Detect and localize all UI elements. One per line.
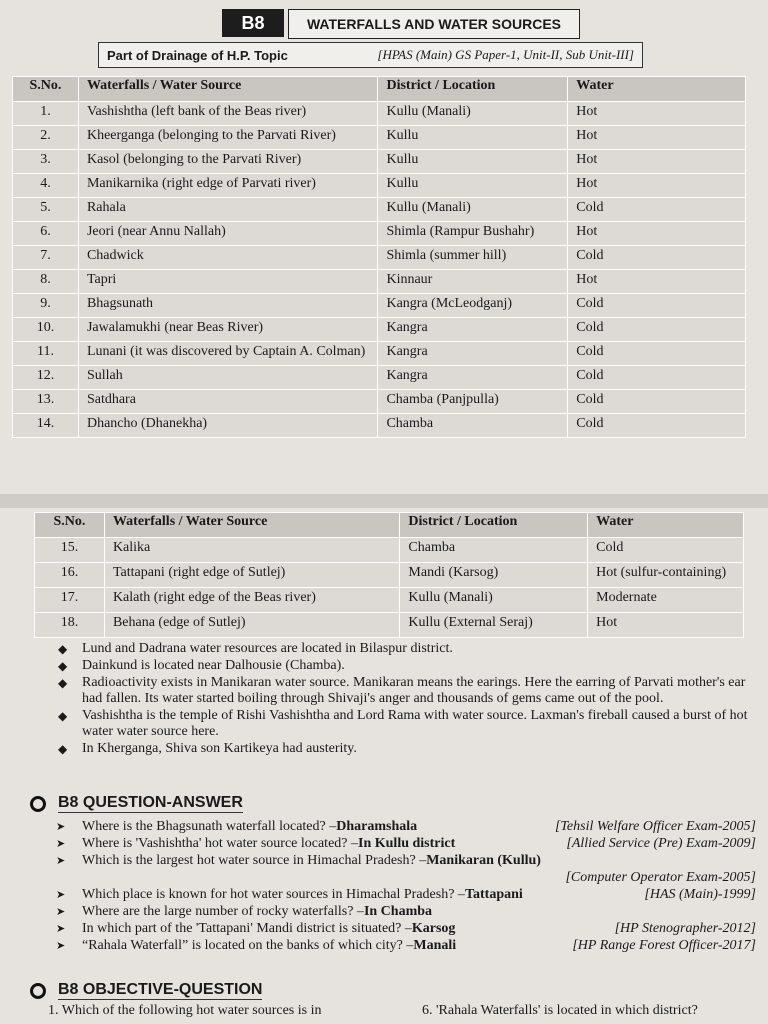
- arrow-icon: ➤: [56, 922, 66, 935]
- cell-district: Kangra: [378, 342, 568, 366]
- fact-text: Dainkund is located near Dalhousie (Chamba).: [82, 658, 345, 673]
- exam-citation: [HP Range Forest Officer-2017]: [572, 938, 756, 953]
- list-item: [56, 886, 756, 903]
- exam-citation: [HP Stenographer-2012]: [614, 921, 756, 936]
- cell-water: Cold: [568, 390, 746, 414]
- cell-source: Behana (edge of Sutlej): [104, 613, 399, 638]
- water-sources-table-continued: [34, 512, 744, 638]
- table-row: [13, 126, 746, 150]
- cell-sno: 9.: [13, 294, 79, 318]
- water-sources-table: [12, 76, 746, 438]
- list-item: [56, 818, 756, 835]
- qa-list: [56, 818, 756, 954]
- cell-sno: 3.: [13, 150, 79, 174]
- cell-district: Chamba: [400, 538, 588, 563]
- objective-section-title: B8 OBJECTIVE-QUESTION: [58, 981, 263, 998]
- list-item: [58, 741, 758, 757]
- cell-sno: 10.: [13, 318, 79, 342]
- question-text: “Rahala Waterfall” is located on the banks of which city? –: [82, 938, 414, 953]
- cell-source: Manikarnika (right edge of Parvati river): [78, 174, 378, 198]
- cell-district: Kangra: [378, 366, 568, 390]
- cell-water: Cold: [568, 342, 746, 366]
- cell-source: Tattapani (right edge of Sutlej): [104, 563, 399, 588]
- table-row: [35, 613, 744, 638]
- cell-district: Kangra: [378, 318, 568, 342]
- cell-source: Sullah: [78, 366, 378, 390]
- diamond-icon: ◆: [58, 742, 68, 756]
- diamond-icon: ◆: [58, 676, 68, 690]
- cell-sno: 14.: [13, 414, 79, 438]
- objective-questions: [48, 1003, 758, 1019]
- table-row: [13, 150, 746, 174]
- cell-source: Dhancho (Dhanekha): [78, 414, 378, 438]
- list-item: [56, 852, 756, 886]
- answer-text: Manali: [413, 938, 457, 953]
- cell-source: Kasol (belonging to the Parvati River): [78, 150, 378, 174]
- objective-question-6: 6. 'Rahala Waterfalls' is located in which district?: [422, 1003, 698, 1018]
- cell-sno: 6.: [13, 222, 79, 246]
- cell-source: Vashishtha (left bank of the Beas river): [78, 102, 378, 126]
- topic-label: Part of Drainage of H.P. Topic: [107, 47, 288, 63]
- table-row: [13, 102, 746, 126]
- cell-water: Cold: [568, 366, 746, 390]
- cell-sno: 12.: [13, 366, 79, 390]
- fact-text: Lund and Dadrana water resources are located in Bilaspur district.: [82, 641, 453, 656]
- column-header-district: District / Location: [400, 513, 588, 538]
- cell-sno: 17.: [35, 588, 105, 613]
- cell-water: Cold: [568, 198, 746, 222]
- cell-district: Kinnaur: [378, 270, 568, 294]
- cell-water: Cold: [568, 414, 746, 438]
- cell-district: Kullu: [378, 174, 568, 198]
- column-header-water: Water: [568, 77, 746, 102]
- table-row: [35, 588, 744, 613]
- cell-water: Hot: [568, 222, 746, 246]
- exam-citation: [Tehsil Welfare Officer Exam-2005]: [554, 819, 756, 834]
- table-row: [13, 222, 746, 246]
- cell-district: Mandi (Karsog): [400, 563, 588, 588]
- table-row: [13, 366, 746, 390]
- question-text: Where are the large number of rocky waterfalls? –: [82, 904, 364, 919]
- table-header-row: [35, 513, 744, 538]
- answer-text: Dharamshala: [336, 819, 418, 834]
- qa-section-heading: [30, 794, 243, 813]
- table-header-row: [13, 77, 746, 102]
- table-row: [13, 246, 746, 270]
- cell-district: Kullu (External Seraj): [400, 613, 588, 638]
- list-item: [56, 920, 756, 937]
- cell-source: Kalath (right edge of the Beas river): [104, 588, 399, 613]
- cell-district: Kullu (Manali): [378, 102, 568, 126]
- fact-text: Radioactivity exists in Manikaran water source. Manikaran means the earings. Here the earring of Parvati mother's ear had fallen. Its water started boiling through Shivaji's anger and thousands of gems came out of the pool.: [82, 675, 746, 706]
- cell-water: Hot: [568, 102, 746, 126]
- topic-row: [98, 42, 643, 68]
- chapter-header: [0, 0, 768, 72]
- cell-source: Bhagsunath: [78, 294, 378, 318]
- answer-text: Tattapani: [464, 887, 523, 902]
- cell-district: Shimla (summer hill): [378, 246, 568, 270]
- column-header-source: Waterfalls / Water Source: [104, 513, 399, 538]
- cell-water: Hot (sulfur-containing): [588, 563, 744, 588]
- objective-section-heading: [30, 981, 262, 1000]
- table-row: [13, 390, 746, 414]
- fact-text: Vashishtha is the temple of Rishi Vashishtha and Lord Rama with water source. Laxman's fireball caused a burst of hot water water source here.: [82, 708, 748, 739]
- table-row: [13, 342, 746, 366]
- column-header-water: Water: [588, 513, 744, 538]
- cell-sno: 13.: [13, 390, 79, 414]
- cell-water: Hot: [568, 270, 746, 294]
- page-divider: [0, 494, 768, 508]
- arrow-icon: ➤: [56, 939, 66, 952]
- cell-source: Chadwick: [78, 246, 378, 270]
- cell-source: Jawalamukhi (near Beas River): [78, 318, 378, 342]
- table-row: [35, 538, 744, 563]
- table-row: [13, 270, 746, 294]
- list-item: [56, 903, 756, 920]
- cell-water: Cold: [568, 318, 746, 342]
- cell-water: Hot: [568, 174, 746, 198]
- cell-water: Hot: [588, 613, 744, 638]
- list-item: [58, 658, 758, 674]
- chapter-badge: B8: [222, 9, 284, 37]
- cell-district: Kullu: [378, 126, 568, 150]
- answer-text: Karsog: [411, 921, 456, 936]
- table-row: [13, 174, 746, 198]
- list-item: [58, 641, 758, 657]
- cell-water: Cold: [568, 294, 746, 318]
- chapter-title: WATERFALLS AND WATER SOURCES: [288, 9, 580, 39]
- qa-section-title: B8 QUESTION-ANSWER: [58, 794, 243, 811]
- cell-source: Kalika: [104, 538, 399, 563]
- cell-district: Shimla (Rampur Bushahr): [378, 222, 568, 246]
- table-row: [13, 198, 746, 222]
- cell-district: Kullu: [378, 150, 568, 174]
- cell-sno: 11.: [13, 342, 79, 366]
- cell-sno: 1.: [13, 102, 79, 126]
- cell-district: Kullu (Manali): [400, 588, 588, 613]
- answer-text: In Kullu district: [358, 836, 456, 851]
- cell-water: Cold: [588, 538, 744, 563]
- cell-district: Kangra (McLeodganj): [378, 294, 568, 318]
- cell-sno: 15.: [35, 538, 105, 563]
- diamond-icon: ◆: [58, 709, 68, 723]
- exam-citation: [Computer Operator Exam-2005]: [565, 870, 756, 885]
- list-item: [56, 835, 756, 852]
- table-row: [13, 318, 746, 342]
- cell-sno: 18.: [35, 613, 105, 638]
- cell-source: Rahala: [78, 198, 378, 222]
- cell-water: Hot: [568, 150, 746, 174]
- column-header-source: Waterfalls / Water Source: [78, 77, 378, 102]
- cell-sno: 8.: [13, 270, 79, 294]
- facts-list: [58, 641, 758, 758]
- cell-sno: 4.: [13, 174, 79, 198]
- question-text: Where is 'Vashishtha' hot water source located? –: [82, 836, 359, 851]
- cell-source: Kheerganga (belonging to the Parvati River): [78, 126, 378, 150]
- table-row: [13, 294, 746, 318]
- cell-source: Lunani (it was discovered by Captain A. Colman): [78, 342, 378, 366]
- cell-source: Tapri: [78, 270, 378, 294]
- exam-citation: [Allied Service (Pre) Exam-2009]: [566, 836, 756, 851]
- answer-text: In Chamba: [363, 904, 433, 919]
- cell-source: Satdhara: [78, 390, 378, 414]
- question-text: Where is the Bhagsunath waterfall located? –: [82, 819, 337, 834]
- cell-water: Hot: [568, 126, 746, 150]
- answer-text: Manikaran (Kullu): [426, 853, 541, 868]
- diamond-icon: ◆: [58, 642, 68, 656]
- column-header-district: District / Location: [378, 77, 568, 102]
- cell-district: Chamba: [378, 414, 568, 438]
- cell-water: Modernate: [588, 588, 744, 613]
- list-item: [58, 708, 758, 740]
- arrow-icon: ➤: [56, 888, 66, 901]
- diamond-icon: ◆: [58, 659, 68, 673]
- table-row: [13, 414, 746, 438]
- arrow-icon: ➤: [56, 837, 66, 850]
- list-item: [58, 675, 758, 707]
- arrow-icon: ➤: [56, 905, 66, 918]
- circle-icon: [30, 796, 46, 812]
- question-text: In which part of the 'Tattapani' Mandi district is situated? –: [82, 921, 412, 936]
- cell-source: Jeori (near Annu Nallah): [78, 222, 378, 246]
- cell-sno: 2.: [13, 126, 79, 150]
- cell-sno: 5.: [13, 198, 79, 222]
- list-item: [56, 937, 756, 954]
- objective-question-1: 1. Which of the following hot water sources is in: [48, 1003, 322, 1018]
- question-text: Which is the largest hot water source in Himachal Pradesh? –: [82, 853, 427, 868]
- circle-icon: [30, 983, 46, 999]
- arrow-icon: ➤: [56, 854, 66, 867]
- fact-text: In Kherganga, Shiva son Kartikeya had austerity.: [82, 741, 357, 756]
- cell-district: Chamba (Panjpulla): [378, 390, 568, 414]
- table-row: [35, 563, 744, 588]
- arrow-icon: ➤: [56, 820, 66, 833]
- column-header-sno: S.No.: [13, 77, 79, 102]
- question-text: Which place is known for hot water sources in Himachal Pradesh? –: [82, 887, 465, 902]
- cell-district: Kullu (Manali): [378, 198, 568, 222]
- exam-citation: [HAS (Main)-1999]: [644, 887, 756, 902]
- cell-sno: 7.: [13, 246, 79, 270]
- column-header-sno: S.No.: [35, 513, 105, 538]
- cell-sno: 16.: [35, 563, 105, 588]
- cell-water: Cold: [568, 246, 746, 270]
- topic-reference: [HPAS (Main) GS Paper-1, Unit-II, Sub Unit-III]: [377, 47, 634, 62]
